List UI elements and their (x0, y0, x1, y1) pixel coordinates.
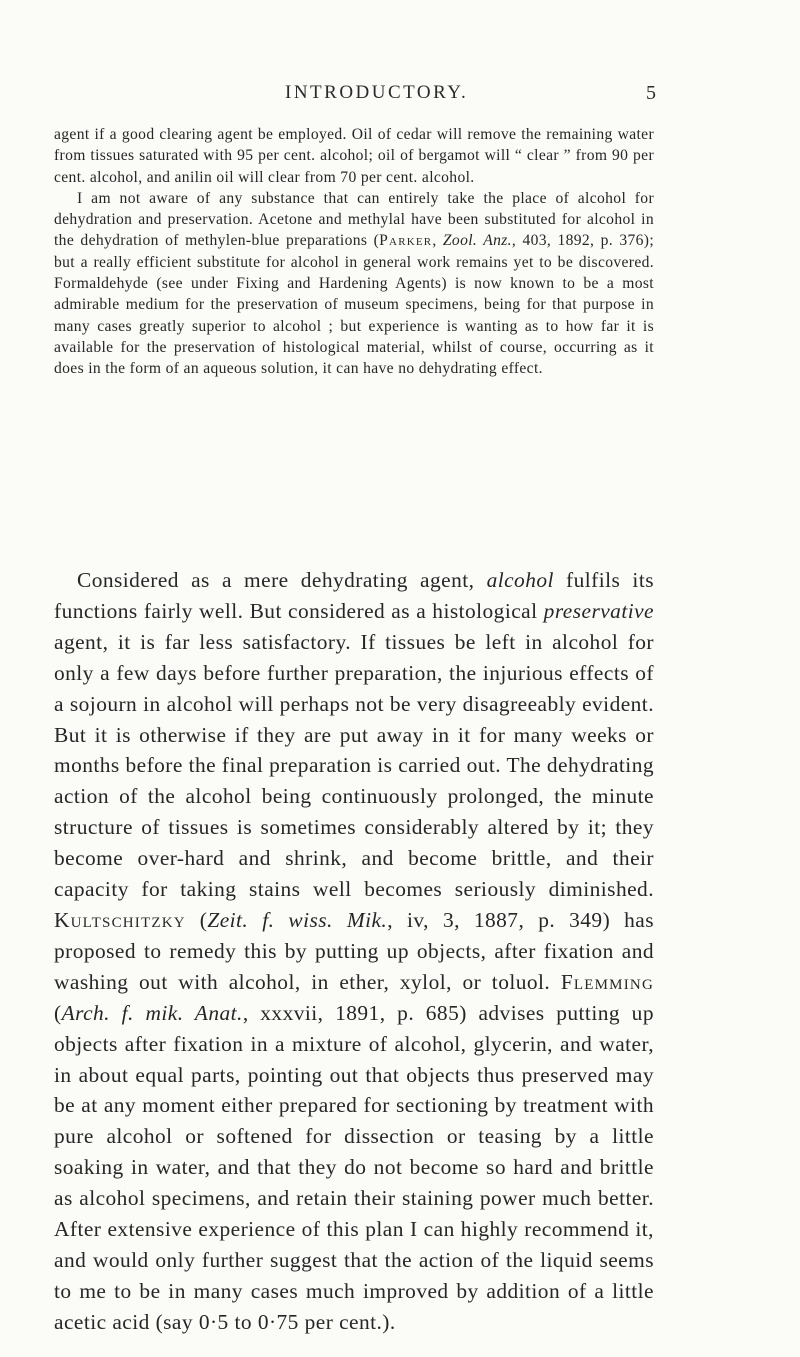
text-run: Considered as a mere dehydrating agent, (77, 568, 487, 592)
text-run: fulfils its functions fairly well. But considered as a histological (54, 568, 654, 623)
text-run: agent, it is far less satisfactory. If tissues be left in alcohol for only a few days before further preparation, the injurious effects of a sojourn in alcohol will perhaps not be very disagreeably evident. But it is otherwise if they are put away in it for many weeks or months before the final preparation is carried out. The dehydrating action of the alcohol being continuously prolonged, the minute structure of tissues is sometimes considerably altered by it; they become over-hard and shrink, and become brittle, and their capacity for taking stains well becomes seriously diminished. (54, 629, 654, 902)
journal-citation: Zeit. f. wiss. Mik. (207, 907, 388, 932)
paragraph-clearing-agents: agent if a good clearing agent be employed. Oil of cedar will remove the remaining water from tissues saturated with 95 per cent. alcohol; oil of bergamot will “ clear ” from 90 per cent. alcohol, and anilin oil will clear from 70 per cent. alcohol. (54, 126, 654, 186)
paragraph-alcohol-substitutes (54, 188, 654, 380)
author-citation: Flemming (560, 969, 654, 994)
main-text-section (54, 565, 654, 1338)
text-run: I am not aware of any substance that can entirely take the place of alcohol for dehydration and preservation. Acetone and methylal have been substituted for alcohol in the dehydration of methylen-blue preparations ( (54, 189, 654, 250)
text-run: , iv, 3, 1887, p. 349) has proposed to remedy this by putting up objects, after fixation and washing out with alcohol, in ether, xylol, or toluol. (54, 907, 654, 994)
small-print-section (54, 124, 654, 380)
page-number: 5 (646, 82, 656, 104)
journal-citation: Arch. f. mik. Anat. (61, 1000, 243, 1025)
text-run: , xxxvii, 1891, p. 685) advises putting up objects after fixation in a mixture of alcohol, glycerin, and water, in about equal parts, pointing out that objects thus preserved may be at any moment either prepared for sectioning by treatment with pure alcohol or softened for dissection or teasing by a little soaking in water, and that they do not become so hard and brittle as alcohol specimens, and retain their staining power much better. After extensive experience of this plan I can highly recommend it, and would only further suggest that the action of the liquid seems to me to be in many cases much improved by addition of a little acetic acid (say 0·5 to 0·75 per cent.). (54, 1000, 654, 1334)
emphasis-preservative: preservative (543, 598, 654, 623)
journal-citation: Zool. Anz. (442, 232, 512, 250)
page-header (0, 82, 800, 112)
text-run: , 403, 1892, p. 376); but a really efficient substitute for alcohol in general work remains yet to be discovered. Formaldehyde (see under Fixing and Hardening Agents) is now known to be a most admirable medium for the preservation of museum specimens, being for that purpose in many cases greatly superior to alcohol ; but experience is wanting as to how far it is available for the preservation of histological material, whilst of course, occurring as it does in the form of an aqueous solution, it can have no dehydrating effect. (54, 232, 655, 378)
author-citation: Parker (379, 232, 433, 250)
emphasis-alcohol: alcohol (486, 568, 554, 592)
paragraph-alcohol-preservative (54, 565, 654, 1338)
text-run: ( (185, 907, 208, 932)
running-head: INTRODUCTORY. (285, 82, 469, 103)
text-run: , (432, 232, 443, 250)
text-run: ( (54, 1000, 62, 1025)
author-citation: Kultschitzky (54, 907, 186, 932)
